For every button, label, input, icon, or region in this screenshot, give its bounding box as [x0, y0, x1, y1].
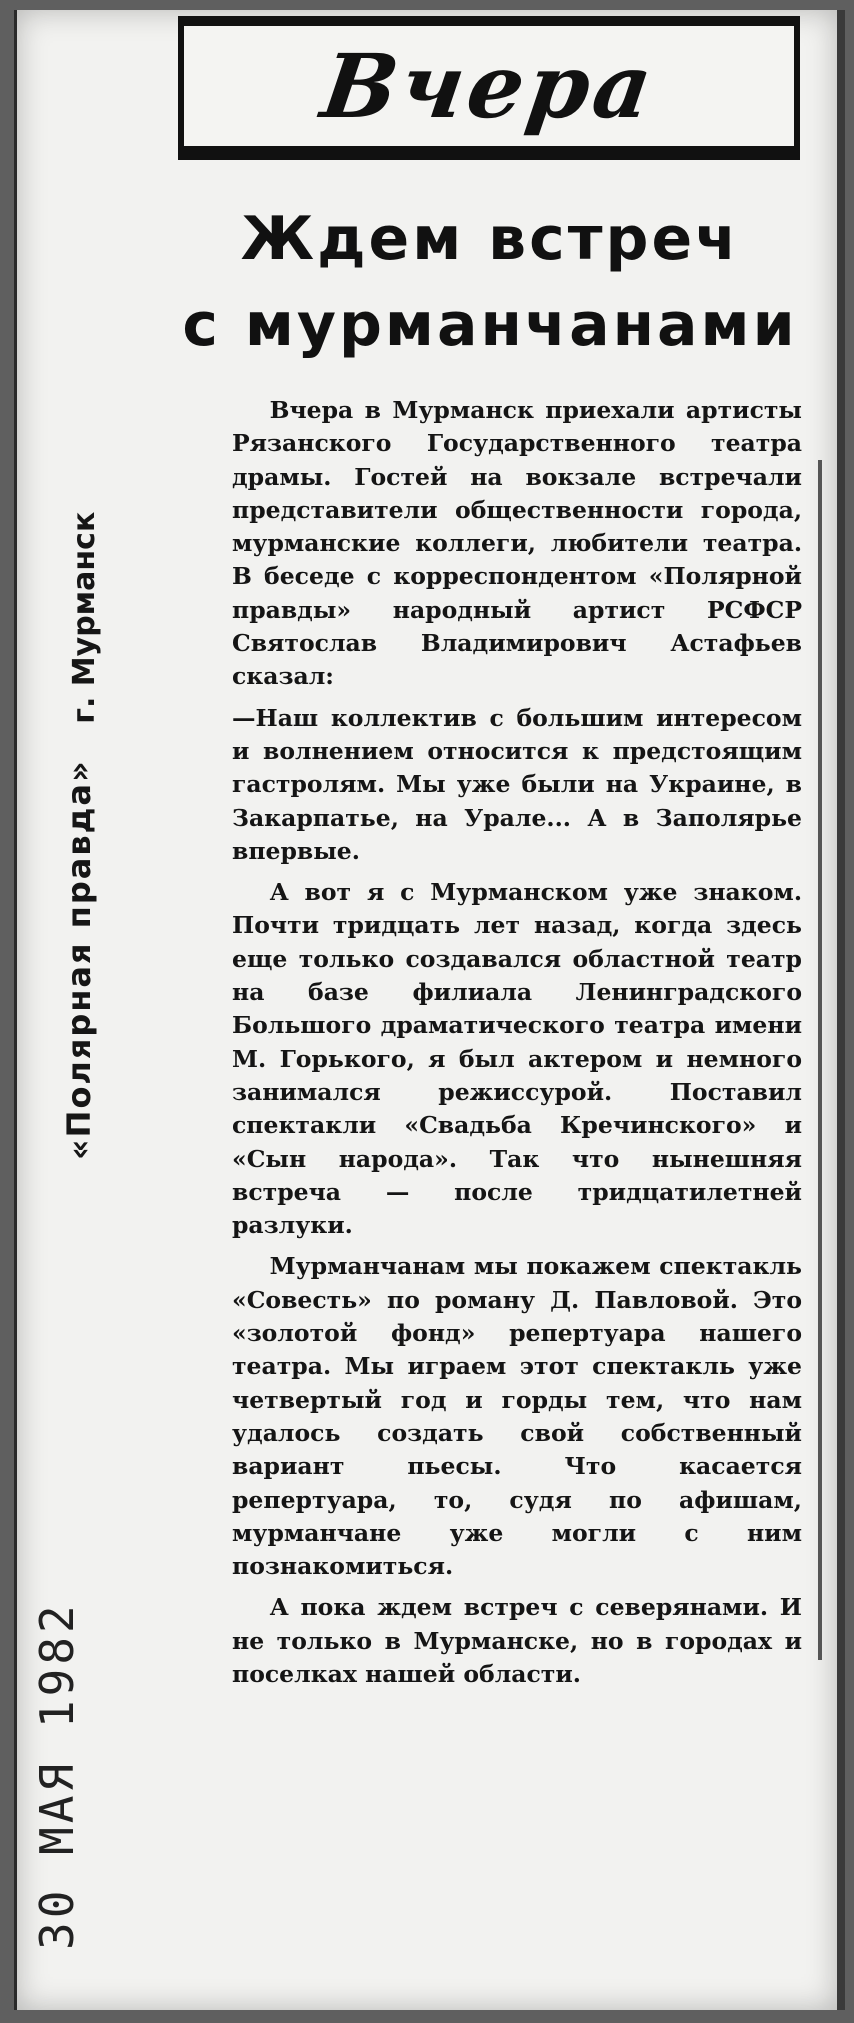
article-body [232, 394, 802, 1699]
source-annotation [60, 511, 102, 1160]
newspaper-name: «Полярная правда» [60, 759, 98, 1160]
newspaper-city: г. Мурманск [67, 511, 102, 724]
date-stamp: 30 МАЯ 1982 [30, 1601, 84, 1950]
rubric-title: Вчера [315, 34, 663, 138]
article-headline [170, 196, 810, 368]
article-paragraph: Мурманчанам мы покажем спектакль «Совесть» по роману Д. Павловой. Это «золотой фонд» репертуара нашего театра. Мы играем этот спектакль уже четвертый год и горды тем, что нам удалось создать свой собственный вариант пьесы. Что касается репертуара, то, судя по афишам, мурманчане уже могли с ним познакомиться. [232, 1252, 802, 1581]
headline-line-1: Ждем встреч [240, 204, 740, 274]
article-paragraph: А вот я с Мурманском уже знаком. Почти тридцать лет назад, когда здесь еще только создавался областной театр на базе филиала Ленинградского Большого драматического театра имени М. Горького, я был актером и немного занимался режиссурой. Поставил спектакли «Свадьба Кречинского» и «Сын народа». Так что нынешняя встреча — после тридцатилетней разлуки. [232, 878, 802, 1240]
article-paragraph: —Наш коллектив с большим интересом и волнением относится к предстоящим гастролям. Мы уже были на Украине, в Закарпатье, на Урале... А в Заполярье впервые. [232, 703, 802, 865]
article-paragraph: Вчера в Мурманск приехали артисты Рязанского Государственного театра драмы. Гостей на вокзале встречали представители общественности города, мурманские коллеги, любители театра. В беседе с корреспондентом «Полярной правды» народный артист РСФСР Святослав Владимирович Астафьев сказал: [232, 396, 802, 691]
headline-line-2: с мурманчанами [182, 290, 798, 360]
scan-shadow-line [818, 460, 822, 1660]
rubric-box [178, 16, 800, 160]
article-paragraph: А пока ждем встреч с северянами. И не только в Мурманске, но в городах и поселках нашей области. [232, 1593, 802, 1688]
